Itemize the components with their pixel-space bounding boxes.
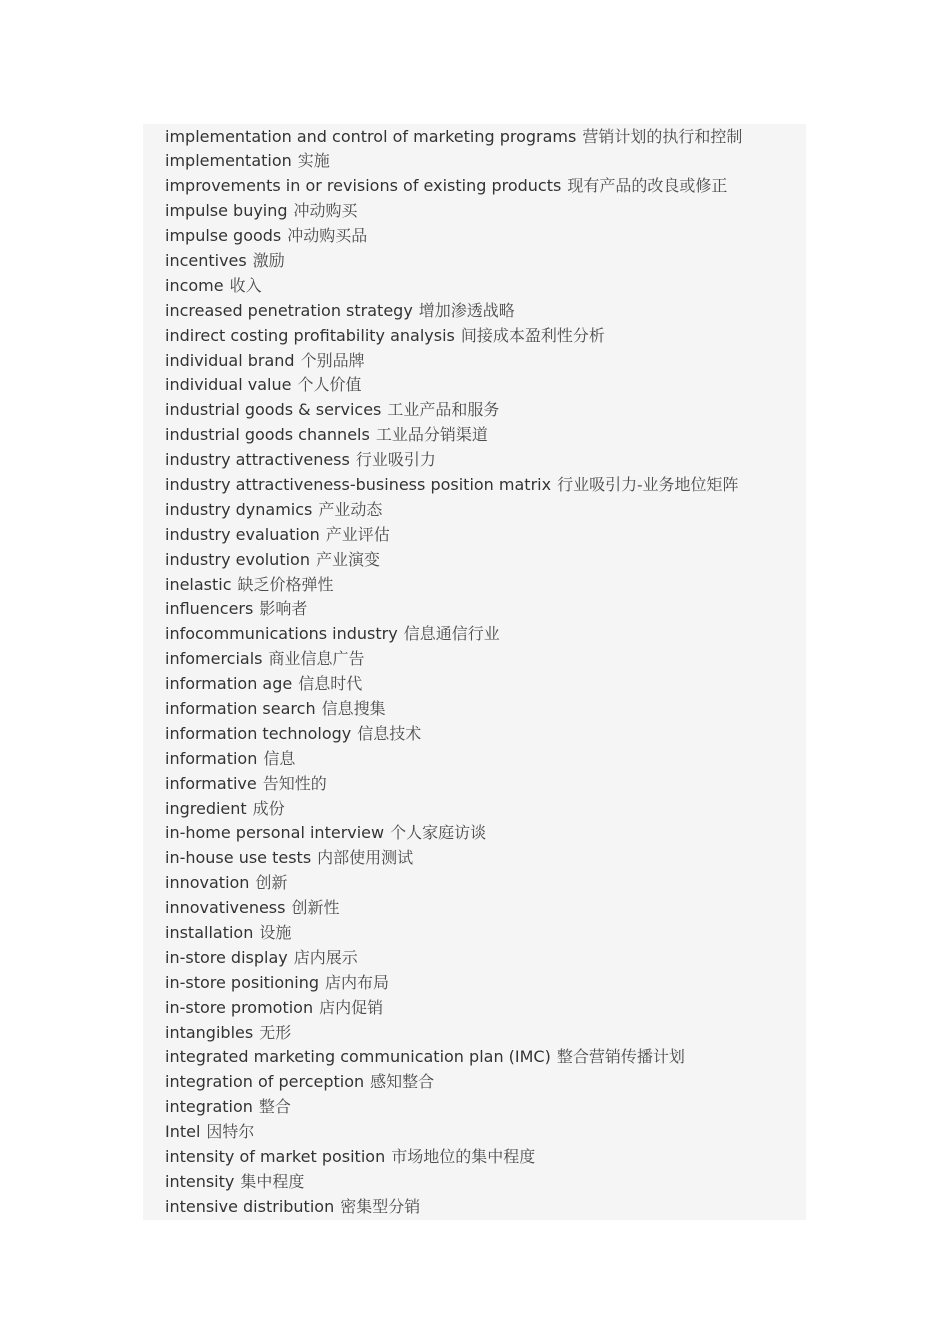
glossary-entry	[165, 622, 806, 647]
glossary-term: information search	[165, 698, 316, 718]
glossary-block	[143, 124, 806, 1220]
glossary-entry	[165, 1120, 806, 1145]
glossary-translation: 整合	[258, 1097, 291, 1117]
glossary-translation: 店内展示	[293, 947, 358, 967]
glossary-term: industry attractiveness	[165, 450, 350, 470]
glossary-translation: 工业品分销渠道	[375, 425, 488, 445]
glossary-entry	[165, 324, 806, 349]
glossary-translation: 个人家庭访谈	[390, 823, 487, 843]
glossary-translation: 密集型分销	[340, 1196, 421, 1216]
glossary-entry	[165, 971, 806, 996]
glossary-translation: 个别品牌	[300, 350, 365, 370]
glossary-translation: 市场地位的集中程度	[391, 1147, 536, 1167]
glossary-term: information technology	[165, 723, 352, 743]
glossary-entry	[165, 597, 806, 622]
glossary-term: ingredient	[165, 798, 247, 818]
glossary-translation: 店内促销	[319, 997, 384, 1017]
glossary-term: integrated marketing communication plan (IMC)	[165, 1047, 551, 1067]
glossary-translation: 感知整合	[370, 1072, 435, 1092]
glossary-term: Intel	[165, 1122, 201, 1142]
glossary-entry	[165, 548, 806, 573]
glossary-entry	[165, 149, 806, 174]
glossary-translation: 间接成本盈利性分析	[460, 325, 605, 345]
glossary-translation: 缺乏价格弹性	[237, 574, 334, 594]
glossary-term: implementation and control of marketing programs	[165, 126, 577, 146]
glossary-entry	[165, 1095, 806, 1120]
glossary-entry	[165, 1021, 806, 1046]
glossary-translation: 激励	[252, 250, 285, 270]
glossary-term: intensity	[165, 1171, 235, 1191]
glossary-entry	[165, 846, 806, 871]
glossary-term: industrial goods & services	[165, 400, 382, 420]
glossary-entry	[165, 349, 806, 374]
glossary-entry	[165, 946, 806, 971]
glossary-entry	[165, 1045, 806, 1070]
glossary-entry	[165, 224, 806, 249]
glossary-term: in-store display	[165, 947, 288, 967]
glossary-translation: 店内布局	[325, 972, 390, 992]
glossary-entry	[165, 373, 806, 398]
glossary-entry	[165, 498, 806, 523]
glossary-translation: 个人价值	[297, 375, 362, 395]
glossary-entry	[165, 921, 806, 946]
glossary-term: individual brand	[165, 350, 295, 370]
glossary-term: improvements in or revisions of existing products	[165, 176, 562, 196]
glossary-term: infocommunications industry	[165, 624, 398, 644]
glossary-entry	[165, 722, 806, 747]
glossary-entry	[165, 697, 806, 722]
glossary-term: indirect costing profitability analysis	[165, 325, 455, 345]
glossary-term: impulse goods	[165, 226, 282, 246]
glossary-term: influencers	[165, 599, 254, 619]
glossary-entry	[165, 672, 806, 697]
glossary-entry	[165, 174, 806, 199]
glossary-term: innovativeness	[165, 898, 286, 918]
glossary-translation: 信息时代	[298, 674, 363, 694]
glossary-term: impulse buying	[165, 201, 288, 221]
glossary-term: industrial goods channels	[165, 425, 370, 445]
glossary-term: installation	[165, 923, 254, 942]
glossary-entry	[165, 199, 806, 224]
glossary-entry	[165, 1170, 806, 1195]
glossary-translation: 实施	[297, 151, 330, 171]
glossary-translation: 因特尔	[206, 1122, 255, 1142]
glossary-translation: 产业动态	[318, 499, 383, 519]
glossary-entry	[165, 398, 806, 423]
glossary-term: integration	[165, 1097, 253, 1117]
glossary-translation: 产业评估	[325, 524, 390, 544]
glossary-entry	[165, 573, 806, 598]
glossary-translation: 影响者	[259, 599, 308, 619]
glossary-translation: 现有产品的改良或修正	[567, 176, 728, 196]
glossary-translation: 信息搜集	[321, 698, 386, 718]
glossary-translation: 创新性	[291, 898, 340, 918]
glossary-entry	[165, 125, 806, 150]
glossary-term: intensive distribution	[165, 1196, 335, 1216]
glossary-term: industry evaluation	[165, 524, 320, 544]
glossary-entry	[165, 423, 806, 448]
glossary-entry	[165, 996, 806, 1021]
glossary-entry	[165, 1145, 806, 1170]
glossary-translation: 商业信息广告	[268, 649, 365, 669]
glossary-entry	[165, 647, 806, 672]
glossary-translation: 信息	[263, 748, 296, 768]
glossary-translation: 集中程度	[240, 1171, 305, 1191]
glossary-term: intensity of market position	[165, 1147, 386, 1167]
glossary-term: industry attractiveness-business position matrix	[165, 474, 552, 494]
glossary-entry	[165, 1070, 806, 1095]
glossary-entry	[165, 797, 806, 822]
glossary-translation: 冲动购买	[293, 201, 358, 221]
glossary-term: increased penetration strategy	[165, 300, 413, 320]
glossary-term: in-store positioning	[165, 972, 320, 992]
glossary-entry	[165, 274, 806, 299]
glossary-entry	[165, 523, 806, 548]
glossary-entry	[165, 1195, 806, 1220]
glossary-translation: 内部使用测试	[317, 848, 414, 868]
glossary-entry	[165, 448, 806, 473]
glossary-term: integration of perception	[165, 1072, 365, 1092]
glossary-term: individual value	[165, 375, 292, 395]
glossary-translation: 告知性的	[262, 773, 327, 793]
glossary-term: intangibles	[165, 1022, 254, 1042]
glossary-entry	[165, 871, 806, 896]
glossary-translation: 成份	[252, 798, 285, 818]
glossary-translation: 行业吸引力	[355, 450, 436, 470]
glossary-entry	[165, 473, 806, 498]
glossary-term: informative	[165, 773, 257, 793]
glossary-term: in-house use tests	[165, 848, 312, 868]
glossary-term: industry dynamics	[165, 499, 313, 519]
glossary-term: incentives	[165, 250, 247, 270]
glossary-term: infomercials	[165, 649, 263, 669]
glossary-translation: 冲动购买品	[287, 226, 368, 246]
glossary-term: inelastic	[165, 574, 232, 594]
glossary-entry	[165, 249, 806, 274]
glossary-entry	[165, 747, 806, 772]
glossary-entry	[165, 299, 806, 324]
glossary-translation: 创新	[255, 873, 288, 893]
glossary-term: in-home personal interview	[165, 823, 385, 843]
glossary-entry	[165, 821, 806, 846]
glossary-term: income	[165, 275, 224, 295]
glossary-translation: 信息技术	[357, 723, 422, 743]
glossary-translation: 工业产品和服务	[387, 400, 500, 420]
glossary-translation: 整合营销传播计划	[556, 1047, 685, 1067]
glossary-term: information age	[165, 674, 293, 694]
glossary-term: industry evolution	[165, 549, 310, 569]
glossary-term: innovation	[165, 873, 250, 893]
glossary-translation: 行业吸引力-业务地位矩阵	[557, 474, 739, 494]
glossary-term: in-store promotion	[165, 997, 314, 1017]
glossary-translation: 增加渗透战略	[418, 300, 515, 320]
glossary-term: information	[165, 748, 258, 768]
glossary-translation: 产业演变	[315, 549, 380, 569]
glossary-translation: 收入	[229, 275, 262, 295]
glossary-translation: 营销计划的执行和控制	[582, 126, 743, 146]
glossary-term: implementation	[165, 151, 292, 171]
glossary-translation: 设施	[259, 923, 292, 942]
glossary-translation: 信息通信行业	[403, 624, 500, 644]
glossary-translation: 无形	[259, 1022, 292, 1042]
glossary-entry	[165, 772, 806, 797]
glossary-entry	[165, 896, 806, 921]
